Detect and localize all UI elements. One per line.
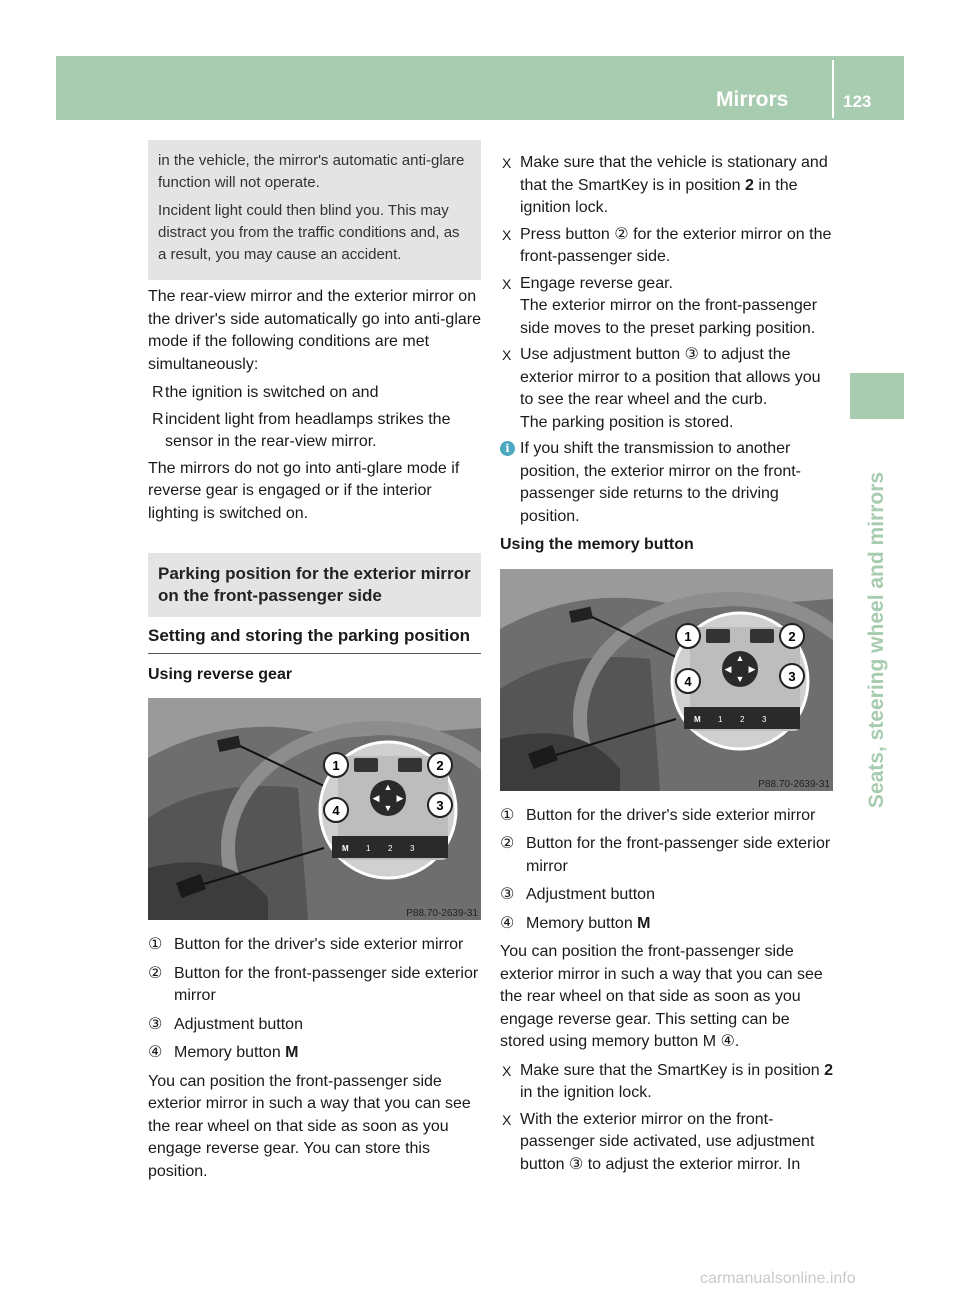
step-marker: X <box>502 155 512 171</box>
legend-item: ② Button for the front-passenger side exterior mirror <box>500 835 831 875</box>
page-number: 123 <box>843 92 872 111</box>
callout-2: 2 <box>788 628 796 644</box>
figure-door-controls <box>500 569 833 791</box>
heading-using-reverse-gear: Using reverse gear <box>148 665 293 683</box>
bullet-item: R incident light from headlamps strikes the sensor in the rear-view mirror. <box>152 410 451 450</box>
bullet-marker: R <box>152 384 164 401</box>
door-control-illustration <box>500 569 833 791</box>
paragraph: The mirrors do not go into anti-glare mode if reverse gear is engaged or if the interior lighting is switched on. <box>148 459 460 522</box>
preset-key-label: 1 <box>718 714 723 724</box>
step-item: X Use adjustment button ③ to adjust the exterior mirror to a position that allows you to see the rear wheel and the curb. The parking position is stored. <box>502 346 821 431</box>
bullet-item: R the ignition is switched on and <box>148 382 481 405</box>
svg-text:▲: ▲ <box>383 782 393 792</box>
preset-key-label: 3 <box>762 714 767 724</box>
watermark: carmanualsonline.info <box>700 1270 856 1287</box>
callout-2: 2 <box>436 758 444 773</box>
subheading: Setting and storing the parking position <box>148 625 481 654</box>
left-column <box>148 140 481 1189</box>
paragraph: You can position the front-passenger side exterior mirror in such a way that you can see the rear wheel on that side as soon as you engage reverse gear. You can store this position. <box>148 1072 471 1180</box>
step-marker: X <box>502 1111 512 1128</box>
right-column <box>500 152 836 1180</box>
svg-text:▼: ▼ <box>383 803 393 813</box>
header-divider <box>832 60 834 118</box>
legend-item: ④ Memory button M <box>148 1044 299 1061</box>
step-marker: X <box>502 347 512 363</box>
step-item: X Make sure that the SmartKey is in position 2 in the ignition lock. <box>502 1061 834 1101</box>
callout-3: 3 <box>788 668 796 684</box>
preset-key-label: 3 <box>410 844 415 853</box>
step-item: X Press button ② for the exterior mirror on the front-passenger side. <box>502 225 832 265</box>
callout-4: 4 <box>332 803 340 818</box>
legend-item: ③ Adjustment button <box>500 886 655 903</box>
info-icon: i <box>500 441 515 456</box>
warning-text: in the vehicle, the mirror's automatic anti-glare function will not operate. <box>158 152 465 191</box>
heading-using-memory-button: Using the memory button <box>500 536 694 553</box>
paragraph: You can position the front-passenger side exterior mirror in such a way that you can see the rear wheel on that side as soon as you engage reverse gear. This setting can be stored using memory button M ④. <box>500 943 823 1050</box>
svg-text:▲: ▲ <box>735 652 745 663</box>
memory-key-label: M <box>694 714 701 724</box>
step-marker: X <box>502 1062 512 1079</box>
side-tab-marker <box>850 373 904 419</box>
step-marker: X <box>502 275 512 292</box>
legend-item: ② Button for the front-passenger side exterior mirror <box>148 964 479 1004</box>
legend-item: ③ Adjustment button <box>148 1015 303 1033</box>
step-item: X Engage reverse gear. The exterior mirror on the front-passenger side moves to the preset parking position. <box>502 274 818 337</box>
callout-4: 4 <box>684 673 692 689</box>
step-item: X Make sure that the vehicle is stationary and that the SmartKey is in position 2 in the ignition lock. <box>502 154 828 216</box>
legend-item: ① Button for the driver's side exterior mirror <box>148 936 464 953</box>
callout-1: 1 <box>684 628 692 644</box>
warning-text: Incident light could then blind you. This may distract you from the traffic conditions and, as a result, you may cause an accident. <box>158 202 460 263</box>
callout-3: 3 <box>436 798 444 813</box>
figure-door-controls <box>148 698 481 920</box>
memory-key-label: M <box>342 844 349 853</box>
warning-box <box>148 140 481 280</box>
chapter-title: Mirrors <box>716 88 789 111</box>
callout-1: 1 <box>332 758 340 773</box>
preset-key-label: 2 <box>740 714 745 724</box>
section-title: Parking position for the exterior mirror on the front-passenger side <box>148 553 481 617</box>
preset-key-label: 2 <box>388 844 393 853</box>
svg-text:▶: ▶ <box>748 663 756 674</box>
info-note: i If you shift the transmission to another position, the exterior mirror on the front-passenger side returns to the driving position. <box>500 438 836 528</box>
svg-text:▶: ▶ <box>396 793 404 803</box>
figure-code: P88.70-2639-31 <box>758 778 830 790</box>
svg-text:▼: ▼ <box>735 673 745 684</box>
legend-item: ④ Memory button M <box>500 914 651 932</box>
figure-code: P88.70-2639-31 <box>406 908 478 919</box>
bullet-marker: R <box>152 410 164 428</box>
step-item: X With the exterior mirror on the front-passenger side activated, use adjustment button ③ to adjust the exterior mirror. In <box>502 1110 815 1173</box>
paragraph: The rear-view mirror and the exterior mirror on the driver's side automatically go into anti-glare mode if the following conditions are met simultaneously: <box>148 288 481 373</box>
legend-item: ① Button for the driver's side exterior mirror <box>500 806 816 824</box>
svg-text:◀: ◀ <box>724 663 732 674</box>
preset-key-label: 1 <box>366 844 371 853</box>
svg-text:◀: ◀ <box>372 793 380 803</box>
step-marker: X <box>502 226 512 243</box>
side-tab-label: Seats, steering wheel and mirrors <box>865 471 888 809</box>
door-control-illustration <box>148 698 481 920</box>
